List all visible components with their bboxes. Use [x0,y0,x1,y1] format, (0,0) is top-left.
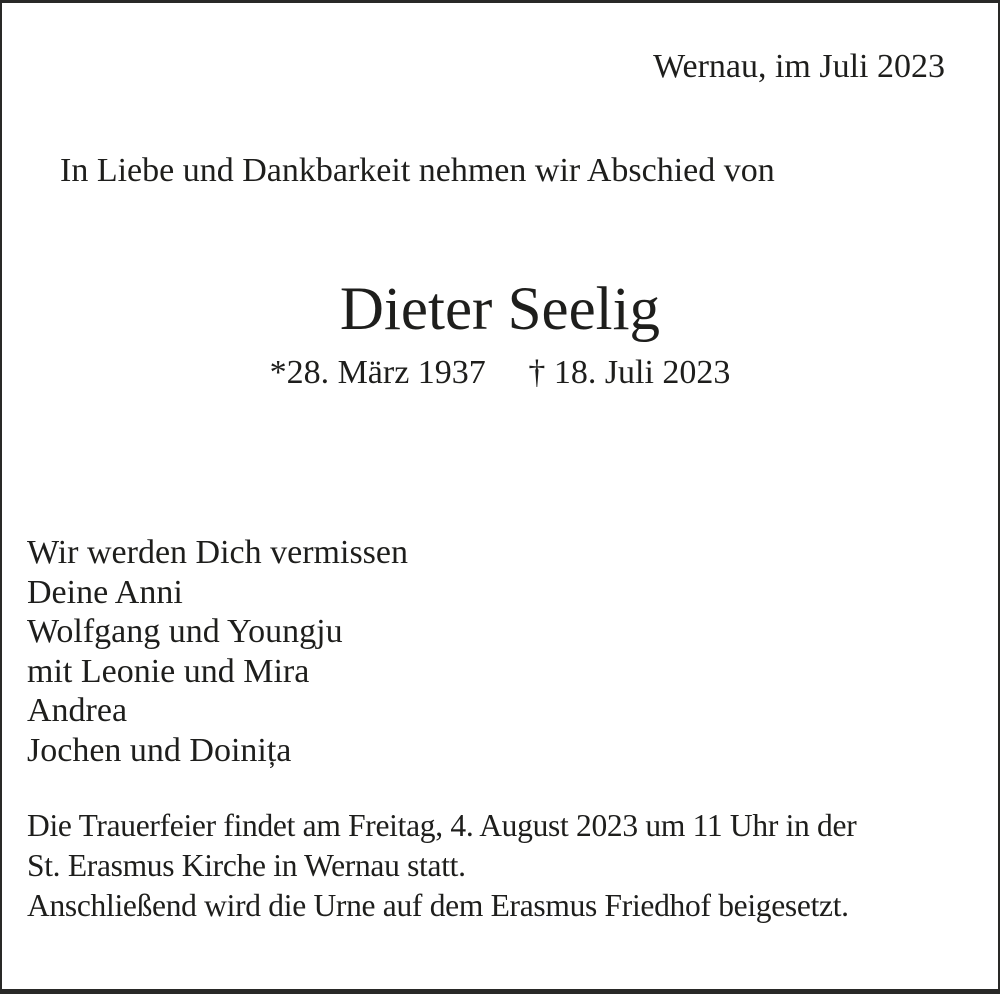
dateline: Wernau, im Juli 2023 [653,48,945,85]
mourner-line: Jochen und Doinița [27,731,292,769]
farewell-line: Wir werden Dich vermissen [27,534,409,571]
mourner-line: Wolfgang und Youngju [27,613,343,650]
death-date: † 18. Juli 2023 [528,354,731,391]
service-line: St. Erasmus Kirche in Wernau statt. [27,848,466,883]
life-dates [2,353,998,392]
mourner-line: Andrea [27,692,128,729]
birth-date: *28. März 1937 [269,354,486,391]
intro-line: In Liebe und Dankbarkeit nehmen wir Abschied von [60,152,775,189]
farewell-block [27,533,408,770]
mourner-line: mit Leonie und Mira [27,652,310,690]
service-line: Anschließend wird die Urne auf dem Erasmus Friedhof beigesetzt. [27,888,849,923]
deceased-name: Dieter Seelig [339,276,661,343]
service-block [27,806,856,926]
service-line: Die Trauerfeier findet am Freitag, 4. August 2023 um 11 Uhr in der [27,808,857,843]
mourner-line: Deine Anni [27,573,183,611]
